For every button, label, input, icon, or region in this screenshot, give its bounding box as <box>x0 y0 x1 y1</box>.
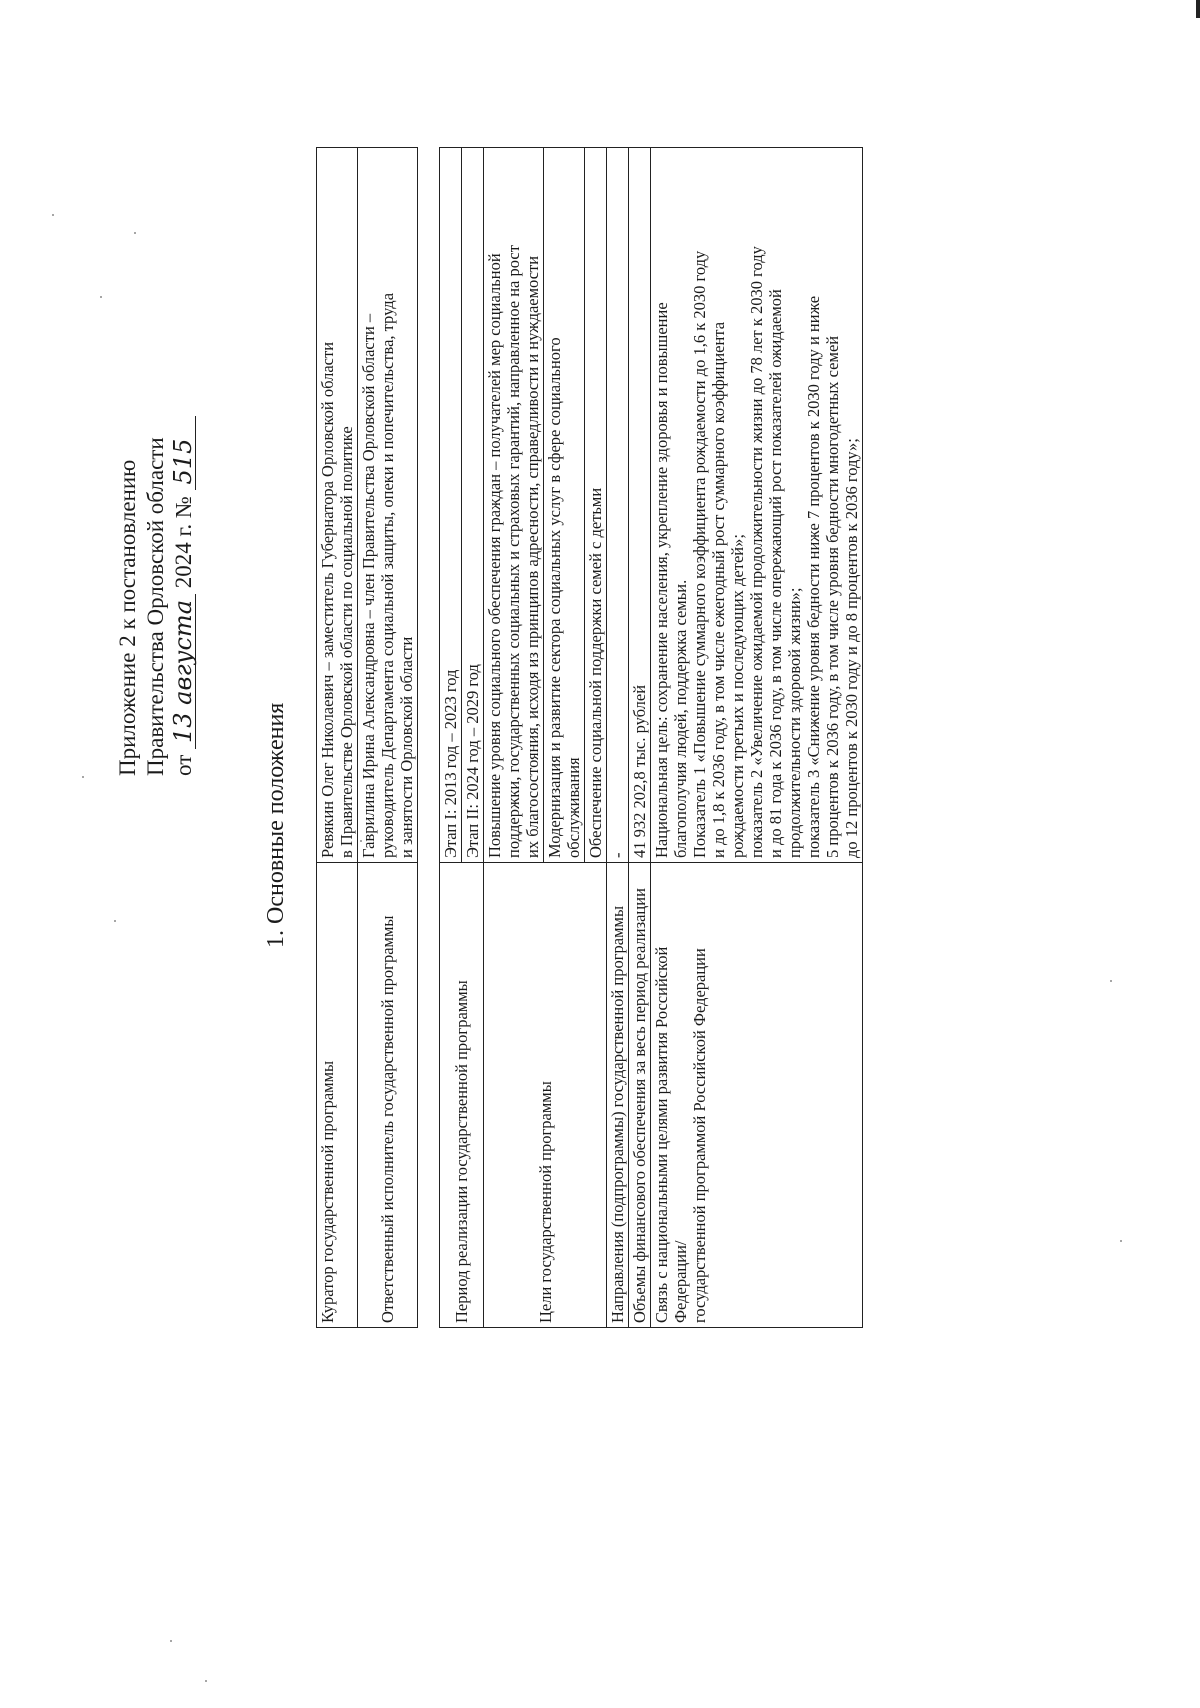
appendix-line-2: Правительства Орловской области <box>143 437 168 776</box>
from-label: от <box>171 754 196 776</box>
appendix-date-line <box>170 376 198 776</box>
curator-executor-table <box>316 147 418 1328</box>
appendix-line-1: Приложение 2 к постановлению <box>115 459 140 776</box>
table-row <box>484 148 544 1328</box>
row-label-curator: Куратор государственной программы <box>317 863 358 1328</box>
program-details-table <box>439 147 863 1328</box>
period-stage-2: Этап II: 2024 год – 2029 год <box>462 148 484 863</box>
goal-item-3: Обеспечение социальной поддержки семей с детьми <box>585 148 607 863</box>
row-value-curator: Ревякин Олег Николаевич – заместитель Губернатора Орловской области в Правительстве Орловской области по социальной политике <box>317 148 358 863</box>
table-row <box>651 148 863 1328</box>
table-row <box>440 148 462 1328</box>
row-value-funding: 41 932 202,8 тыс. рублей <box>629 148 651 863</box>
row-value-national-goals: Национальная цель: сохранение населения, укрепление здоровья и повышение благополучия людей, поддержка семьи. Показатель 1 «Повышение суммарного коэффициента рождаемости до 1,6 к 2030 году и до 1,8 к 2036 году, в том числе ежегодный рост суммарного коэффициента рождаемости третьих и последующих детей»; показатель 2 «Увеличение ожидаемой продолжительности жизни до 78 лет к 2030 году и до 81 года к 2036 году, в том числе опережающий рост показателей ожидаемой продолжительности здоровой жизни»; показатель 3 «Снижение уровня бедности ниже 7 процентов к 2030 году и ниже 5 процентов к 2036 году, в том числе уровня бедности многодетных семей до 12 процентов к 2030 году и до 8 процентов к 2036 году»; <box>651 148 863 863</box>
table-row <box>317 148 358 1328</box>
year-number-label: 2024 г. № <box>171 496 196 589</box>
handwritten-date: 13 августа <box>171 594 196 749</box>
table-row <box>629 148 651 1328</box>
goal-item-1: Повышение уровня социального обеспечения граждан – получателей мер социальной поддержки, государственных социальных и страховых гарантий, направленное на рост их благосостояния, исходя из принципов адресности, справедливости и нуждаемости <box>484 148 544 863</box>
row-label-directions: Направления (подпрограммы) государственной программы <box>607 863 629 1328</box>
appendix-header <box>114 376 198 776</box>
table-row <box>358 148 418 1328</box>
row-label-goals: Цели государственной программы <box>484 863 607 1328</box>
handwritten-number: 515 <box>171 416 196 490</box>
row-label-national-goals: Связь с национальными целями развития Российской Федерации/ государственной программой Российской Федерации <box>651 863 863 1328</box>
row-label-executor: Ответственный исполнитель государственной программы <box>358 863 418 1328</box>
goal-item-2: Модернизация и развитие сектора социальных услуг в сфере социального обслуживания <box>544 148 585 863</box>
table-row <box>607 148 629 1328</box>
section-title: 1. Основные положения <box>263 702 289 948</box>
row-label-period: Период реализации государственной программы <box>440 863 484 1328</box>
row-value-executor: Гаврилина Ирина Александровна – член Правительства Орловской области – руководитель Департамента социальной защиты, опеки и попечительства, труда и занятости Орловской области <box>358 148 418 863</box>
row-label-funding: Объемы финансового обеспечения за весь период реализации <box>629 863 651 1328</box>
period-stage-1: Этап I: 2013 год – 2023 год <box>440 148 462 863</box>
row-value-directions: - <box>607 148 629 863</box>
